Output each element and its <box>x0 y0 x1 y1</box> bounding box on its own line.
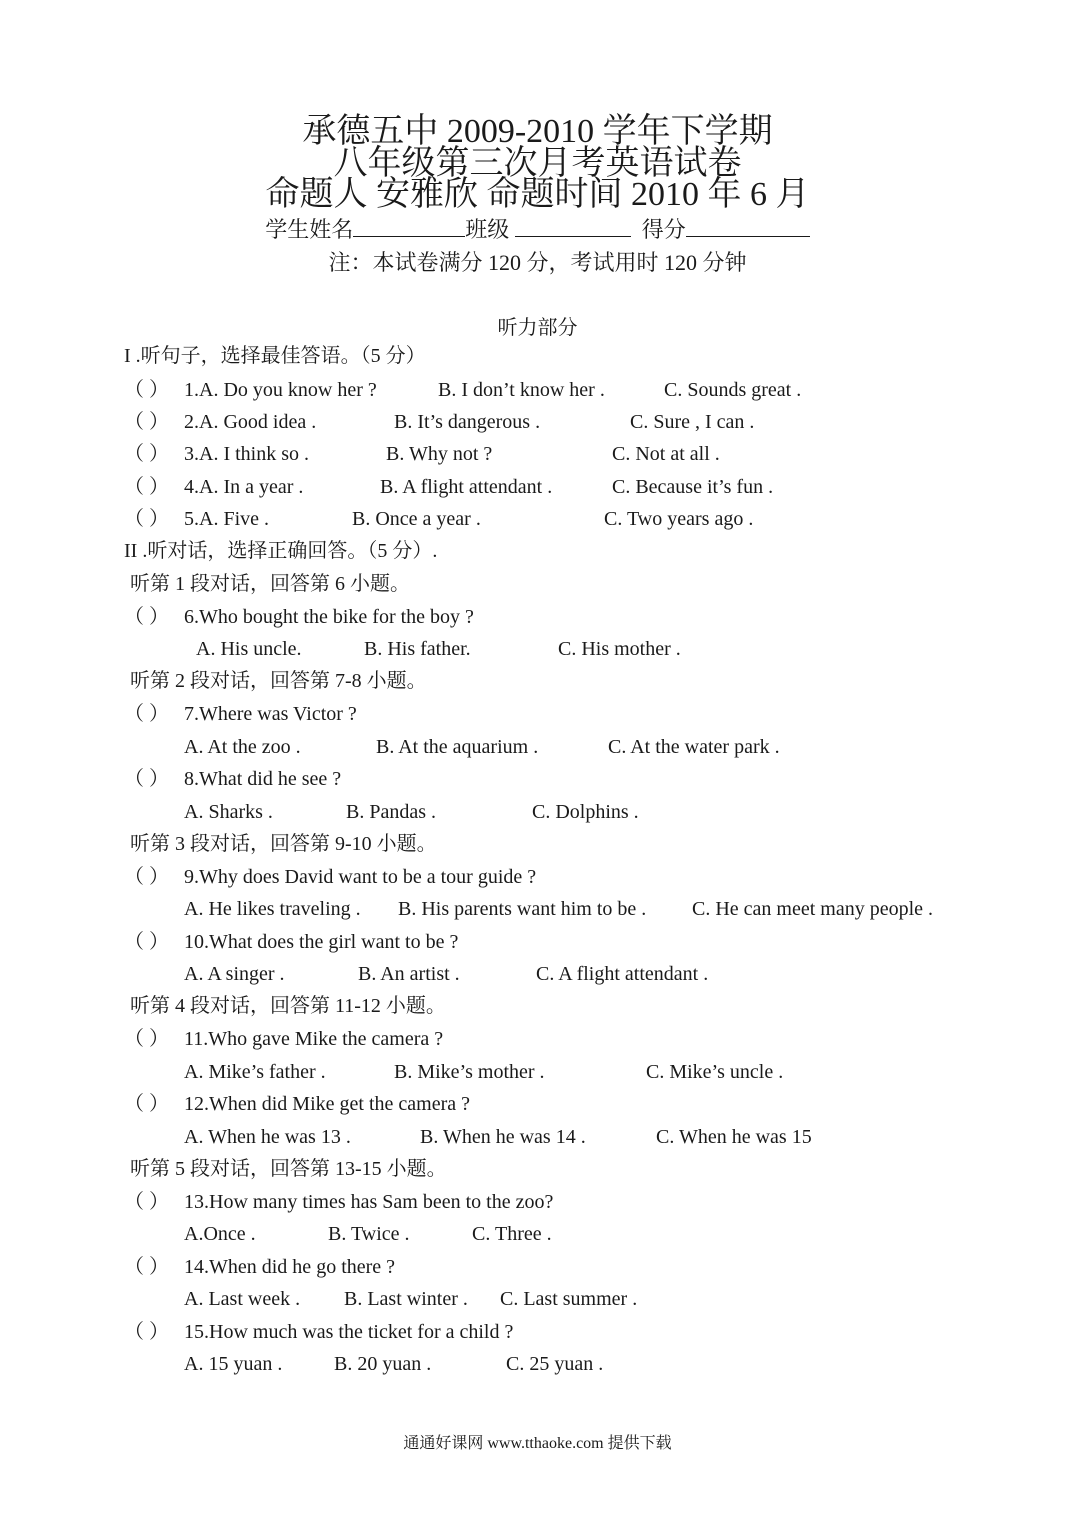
q4-option-b: B. A flight attendant . <box>380 476 553 498</box>
q12-stem: 12.When did Mike get the camera ? <box>184 1093 470 1115</box>
q5-option-c: C. Two years ago . <box>604 508 754 530</box>
q1-option-a: 1.A. Do you know her ? <box>184 379 377 401</box>
class-label: 班级 <box>465 217 510 242</box>
dialogue3-intro: 听第 3 段对话，回答第 9-10 小题。 <box>130 833 437 855</box>
q3-option-c: C. Not at all . <box>612 443 720 465</box>
q12-option-b: B. When he was 14 . <box>420 1126 586 1148</box>
answer-paren: （ ） <box>124 1321 169 1343</box>
q4-option-c: C. Because it’s fun . <box>612 476 774 498</box>
q14-option-c: C. Last summer . <box>500 1288 638 1310</box>
question-row-12 <box>124 1091 176 1117</box>
question-row-10 <box>124 929 176 955</box>
q14-option-b: B. Last winter . <box>344 1288 468 1310</box>
q13-option-a: A.Once . <box>184 1223 256 1245</box>
listening-section-title: 听力部分 <box>497 317 578 339</box>
q15-option-c: C. 25 yuan . <box>506 1353 604 1375</box>
q7-option-a: A. At the zoo . <box>184 736 301 758</box>
q9-option-c: C. He can meet many people . <box>692 898 934 920</box>
answer-paren: （ ） <box>124 606 169 628</box>
answer-paren: （ ） <box>124 476 169 498</box>
q9-option-a: A. He likes traveling . <box>184 898 361 920</box>
question-row-2 <box>124 409 176 435</box>
question-row-5 <box>124 506 176 532</box>
question-row-6 <box>124 604 176 630</box>
student-name-blank <box>353 218 465 237</box>
q11-option-c: C. Mike’s uncle . <box>646 1061 784 1083</box>
q5-option-b: B. Once a year . <box>352 508 481 530</box>
q10-option-b: B. An artist . <box>358 963 460 985</box>
q15-stem: 15.How much was the ticket for a child ? <box>184 1321 514 1343</box>
student-name-label: 学生姓名 <box>265 217 354 242</box>
q2-option-c: C. Sure , I can . <box>630 411 755 433</box>
page-footer: 通通好课网 www.tthaoke.com 提供下载 <box>403 1435 672 1452</box>
question-row-9 <box>124 864 176 890</box>
q13-option-c: C. Three . <box>472 1223 552 1245</box>
q12-option-a: A. When he was 13 . <box>184 1126 351 1148</box>
answer-paren: （ ） <box>124 411 169 433</box>
q15-option-b: B. 20 yuan . <box>334 1353 432 1375</box>
q6-option-b: B. His father. <box>364 638 471 660</box>
answer-paren: （ ） <box>124 866 169 888</box>
q2-option-a: 2.A. Good idea . <box>184 411 317 433</box>
question-row-3 <box>124 441 176 467</box>
q1-option-c: C. Sounds great . <box>664 379 802 401</box>
score-blank <box>686 218 810 237</box>
dialogue1-intro: 听第 1 段对话，回答第 6 小题。 <box>130 573 410 595</box>
q15-option-a: A. 15 yuan . <box>184 1353 283 1375</box>
dialogue2-intro: 听第 2 段对话，回答第 7-8 小题。 <box>130 670 427 692</box>
class-blank <box>515 218 631 237</box>
q10-option-c: C. A flight attendant . <box>536 963 709 985</box>
q3-option-a: 3.A. I think so . <box>184 443 309 465</box>
exam-title-line1: 承德五中 2009-2010 学年下学期 <box>302 113 773 150</box>
q13-option-b: B. Twice . <box>328 1223 410 1245</box>
q6-option-a: A. His uncle. <box>196 638 302 660</box>
q8-option-c: C. Dolphins . <box>532 801 639 823</box>
q11-stem: 11.Who gave Mike the camera ? <box>184 1028 444 1050</box>
dialogue5-intro: 听第 5 段对话，回答第 13-15 小题。 <box>130 1158 447 1180</box>
q10-stem: 10.What does the girl want to be ? <box>184 931 459 953</box>
question-row-14 <box>124 1254 176 1280</box>
score-label: 得分 <box>641 217 686 242</box>
q9-option-b: B. His parents want him to be . <box>398 898 647 920</box>
q8-stem: 8.What did he see ? <box>184 768 342 790</box>
part2-title: II .听对话，选择正确回答。（5 分）. <box>124 540 438 562</box>
answer-paren: （ ） <box>124 1093 169 1115</box>
q5-option-a: 5.A. Five . <box>184 508 269 530</box>
q8-option-a: A. Sharks . <box>184 801 273 823</box>
answer-paren: （ ） <box>124 379 169 401</box>
q2-option-b: B. It’s dangerous . <box>394 411 541 433</box>
q4-option-a: 4.A. In a year . <box>184 476 304 498</box>
exam-title-line2: 八年级第三次月考英语试卷 <box>333 145 742 182</box>
answer-paren: （ ） <box>124 703 169 725</box>
q6-stem: 6.Who bought the bike for the boy ? <box>184 606 474 628</box>
answer-paren: （ ） <box>124 508 169 530</box>
answer-paren: （ ） <box>124 1256 169 1278</box>
q10-option-a: A. A singer . <box>184 963 285 985</box>
part1-title: I .听句子，选择最佳答语。（5 分） <box>124 345 426 367</box>
q14-option-a: A. Last week . <box>184 1288 301 1310</box>
q11-option-b: B. Mike’s mother . <box>394 1061 545 1083</box>
q7-option-c: C. At the water park . <box>608 736 780 758</box>
question-row-7 <box>124 701 176 727</box>
question-row-13 <box>124 1189 176 1215</box>
q3-option-b: B. Why not ? <box>386 443 493 465</box>
question-row-4 <box>124 474 176 500</box>
answer-paren: （ ） <box>124 443 169 465</box>
q8-option-b: B. Pandas . <box>346 801 436 823</box>
q9-stem: 9.Why does David want to be a tour guide ? <box>184 866 537 888</box>
answer-paren: （ ） <box>124 931 169 953</box>
q6-option-c: C. His mother . <box>558 638 681 660</box>
q11-option-a: A. Mike’s father . <box>184 1061 326 1083</box>
exam-note: 注：本试卷满分 120 分，考试用时 120 分钟 <box>328 250 747 275</box>
student-info-line <box>0 213 1075 244</box>
q13-stem: 13.How many times has Sam been to the zoo? <box>184 1191 554 1213</box>
q7-option-b: B. At the aquarium . <box>376 736 539 758</box>
q1-option-b: B. I don’t know her . <box>438 379 605 401</box>
question-row-15 <box>124 1319 176 1345</box>
q12-option-c: C. When he was 15 <box>656 1126 812 1148</box>
answer-paren: （ ） <box>124 768 169 790</box>
q14-stem: 14.When did he go there ? <box>184 1256 396 1278</box>
exam-title-line3: 命题人 安雅欣 命题时间 2010 年 6 月 <box>265 176 810 213</box>
question-row-11 <box>124 1026 176 1052</box>
q7-stem: 7.Where was Victor ? <box>184 703 357 725</box>
answer-paren: （ ） <box>124 1191 169 1213</box>
question-row-8 <box>124 766 176 792</box>
answer-paren: （ ） <box>124 1028 169 1050</box>
question-row-1 <box>124 377 176 403</box>
dialogue4-intro: 听第 4 段对话，回答第 11-12 小题。 <box>130 995 446 1017</box>
